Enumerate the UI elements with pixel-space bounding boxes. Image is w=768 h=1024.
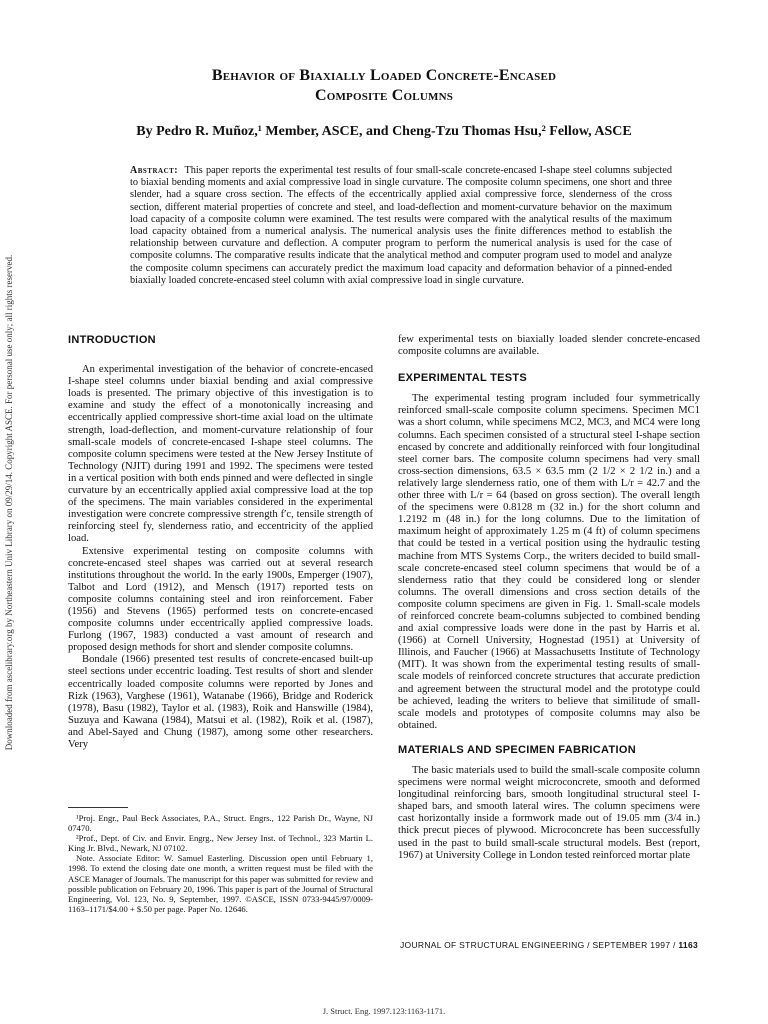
- abstract-text: This paper reports the experimental test results of four small-scale concrete-encased I-shape steel columns subjected to biaxial bending moments and axial compressive load in single curvature. The composite column specimens, one short and three slender, had a square cross section. The effects of the eccentrically applied axial compressive force, slenderness of the cross section, different material properties of concrete and steel, and load-deflection and moment-curvature behavior on the maximum load capacity of a composite column were examined. The test results were compared with the analytical results of the maximum load capacity obtained from a numerical analysis. The numerical analysis uses the finite differences method to establish the relationship between curvature and deflection. A computer program to perform the numerical analysis is used for the case of composite columns. The comparative results indicate that the analytical method and computer program used to model and analyze the composite column specimens can accurately predict the maximum load capacity and deformation behavior of a pinned-ended biaxially loaded concrete-encased steel column with axial compressive load in single curvature.: [130, 165, 672, 286]
- running-footer: [400, 940, 698, 950]
- footnotes: [68, 813, 373, 914]
- journal-footer-text: JOURNAL OF STRUCTURAL ENGINEERING / SEPTEMBER 1997 /: [400, 940, 679, 950]
- section-heading-materials: MATERIALS AND SPECIMEN FABRICATION: [398, 743, 636, 756]
- section-heading-experimental-tests: EXPERIMENTAL TESTS: [398, 372, 528, 385]
- download-notice: [4, 245, 18, 760]
- section-heading-introduction: INTRODUCTION: [68, 334, 156, 346]
- experimental-tests-paragraph: The experimental testing program included four symmetrically reinforced small-scale composite column specimens. Specimen MC1 was a short column, while specimens MC2, MC3, and MC4 were long columns. Each specimen consisted of a structural steel I-shape section encased by concrete and additionally reinforced with four longitudinal steel corner bars. The composite column specimens had very small cross-section dimensions, 63.5 × 63.5 mm (2 1/2 × 2 1/2 in.) and a relatively large slenderness ratio, one of them with L/r = 42.7 and the other three with L/r = 64 (based on gross section). The overall length of the specimens were 0.8128 m (32 in.) for the short column and 1.2192 m (48 in.) for the long columns. Due to the limitation of maximum height of approximately 1.25 m (4 ft) of column specimens that could be tested in a vertical position using the hydraulic testing machine from MTS Systems Corp., the writers decided to build small-scale concrete-encased steel column specimens that would be of a slenderness ratio that they could be considered long or slender columns. The overall dimensions and cross section details of the composite column specimens are given in Fig. 1. Small-scale models of reinforced concrete beam-columns subjected to combined bending and axial compressive loads were done in the past by Harris et al. (1966) at Cornell University, Hognestad (1951) at University of Illinois, and Faucher (1966) at Massachusetts Institute of Technology (MIT). It was shown from the experimental testing results of small-scale models of reinforced concrete structures that accurate prediction and agreement between the structural model and the prototype could be achieved, leading the writers to believe that similitude of small-scale models and prototypes of composite columns may also be obtained.: [398, 393, 700, 731]
- footnote-note: Note. Associate Editor: W. Samuel Easterling. Discussion open until February 1, 1998. To extend the closing date one month, a written request must be filed with the ASCE Manager of Journals. The manuscript for this paper was submitted for review and possible publication on February 20, 1996. This paper is part of the Journal of Structural Engineering, Vol. 123, No. 9, September, 1997. ©ASCE, ISSN 0733-9445/97/0009-1163–1171/$4.00 + $.50 per page. Paper No. 12646.: [68, 853, 373, 914]
- intro-paragraph-3: Bondale (1966) presented test results of concrete-encased built-up steel sections under eccentric loading. Test results of short and slender eccentrically loaded composite columns were reported by Jones and Rizk (1963), Varghese (1961), Watanabe (1966), Bridge and Roderick (1978), Basu (1982), Taylor et al. (1983), Roik and Hanswille (1984), Suzuya and Kawana (1984), Matsui et al. (1982), Roik et al. (1987), and Abel-Sayed and Chung (1987), among some other researchers. Very: [68, 654, 373, 750]
- materials-paragraph: The basic materials used to build the small-scale composite column specimens were normal weight microconcrete, smooth and deformed longitudinal reinforcing bars, smooth longitudinal structural steel I-shaped bars, and smooth lateral wires. The column specimens were cast horizontally inside a formwork made out of 19.05 mm (3/4 in.) thick precut pieces of plywood. Microconcrete has been successfully used in the past to build small-scale structural models. Best (report, 1967) at University College in London tested reinforced mortar plate: [398, 765, 700, 861]
- title-line-1: Behavior of Biaxially Loaded Concrete-Encased: [211, 67, 557, 84]
- intro-paragraph-1: An experimental investigation of the behavior of concrete-encased I-shape steel columns under biaxial bending and axial compressive loads is presented. The primary objective of this investigation is to examine and study the effect of a monotonically increasing and eccentrically applied compressive short-time axial load on the ultimate strength, load-deflection, and moment-curvature relationship of four small-scale models of concrete-encased I-shape steel columns. The composite column specimens were tested at the New Jersey Institute of Technology (NJIT) during 1991 and 1992. The specimens were tested in a vertical position with both ends pinned and were deflected in single curvature by an eccentrically applied axial compressive load at the top of the specimens. The main variables considered in the experimental investigation were concrete compressive strength f′c, tensile strength of reinforcing steel fy, slenderness ratio, and eccentricity of the applied load.: [68, 364, 373, 545]
- footnote-1: ¹Proj. Engr., Paul Beck Associates, P.A., Struct. Engrs., 122 Parish Dr., Wayne, NJ 07470.: [68, 813, 373, 834]
- continued-paragraph: few experimental tests on biaxially loaded slender concrete-encased composite columns are available.: [398, 334, 700, 358]
- page-number: 1163: [678, 940, 698, 950]
- right-column: [398, 334, 700, 862]
- author-line: By Pedro R. Muñoz,¹ Member, ASCE, and Cheng-Tzu Thomas Hsu,² Fellow, ASCE: [136, 124, 632, 139]
- abstract: [130, 165, 672, 287]
- citation-line: J. Struct. Eng. 1997.123:1163-1171.: [322, 1006, 446, 1016]
- footnote-divider: [68, 807, 128, 808]
- left-column: [68, 334, 373, 751]
- paper-title: [60, 66, 708, 106]
- intro-paragraph-2: Extensive experimental testing on composite columns with concrete-encased steel shapes was carried out at several research institutions throughout the world. In the early 1900s, Emperger (1907), Talbot and Lord (1912), and Mensch (1917) reported tests on composite columns containing steel and iron reinforcement. Faber (1956) and Stevens (1965) performed tests on concrete-encased composite columns under eccentrically applied compressive loads. Furlong (1967, 1983) conducted a vast amount of research and proposed design methods for short and slender composite columns.: [68, 545, 373, 654]
- abstract-label: Abstract:: [130, 165, 179, 176]
- footnote-2: ²Prof., Dept. of Civ. and Envir. Engrg., New Jersey Inst. of Technol., 323 Martin L. King Jr. Blvd., Newark, NJ 07102.: [68, 833, 373, 854]
- title-line-2: Composite Columns: [314, 87, 454, 104]
- download-notice-text: Downloaded from ascelibrary.org by Northeastern Univ Library on 09/29/14. Copyright ASCE. For personal use only; all rights reserved.: [4, 254, 14, 751]
